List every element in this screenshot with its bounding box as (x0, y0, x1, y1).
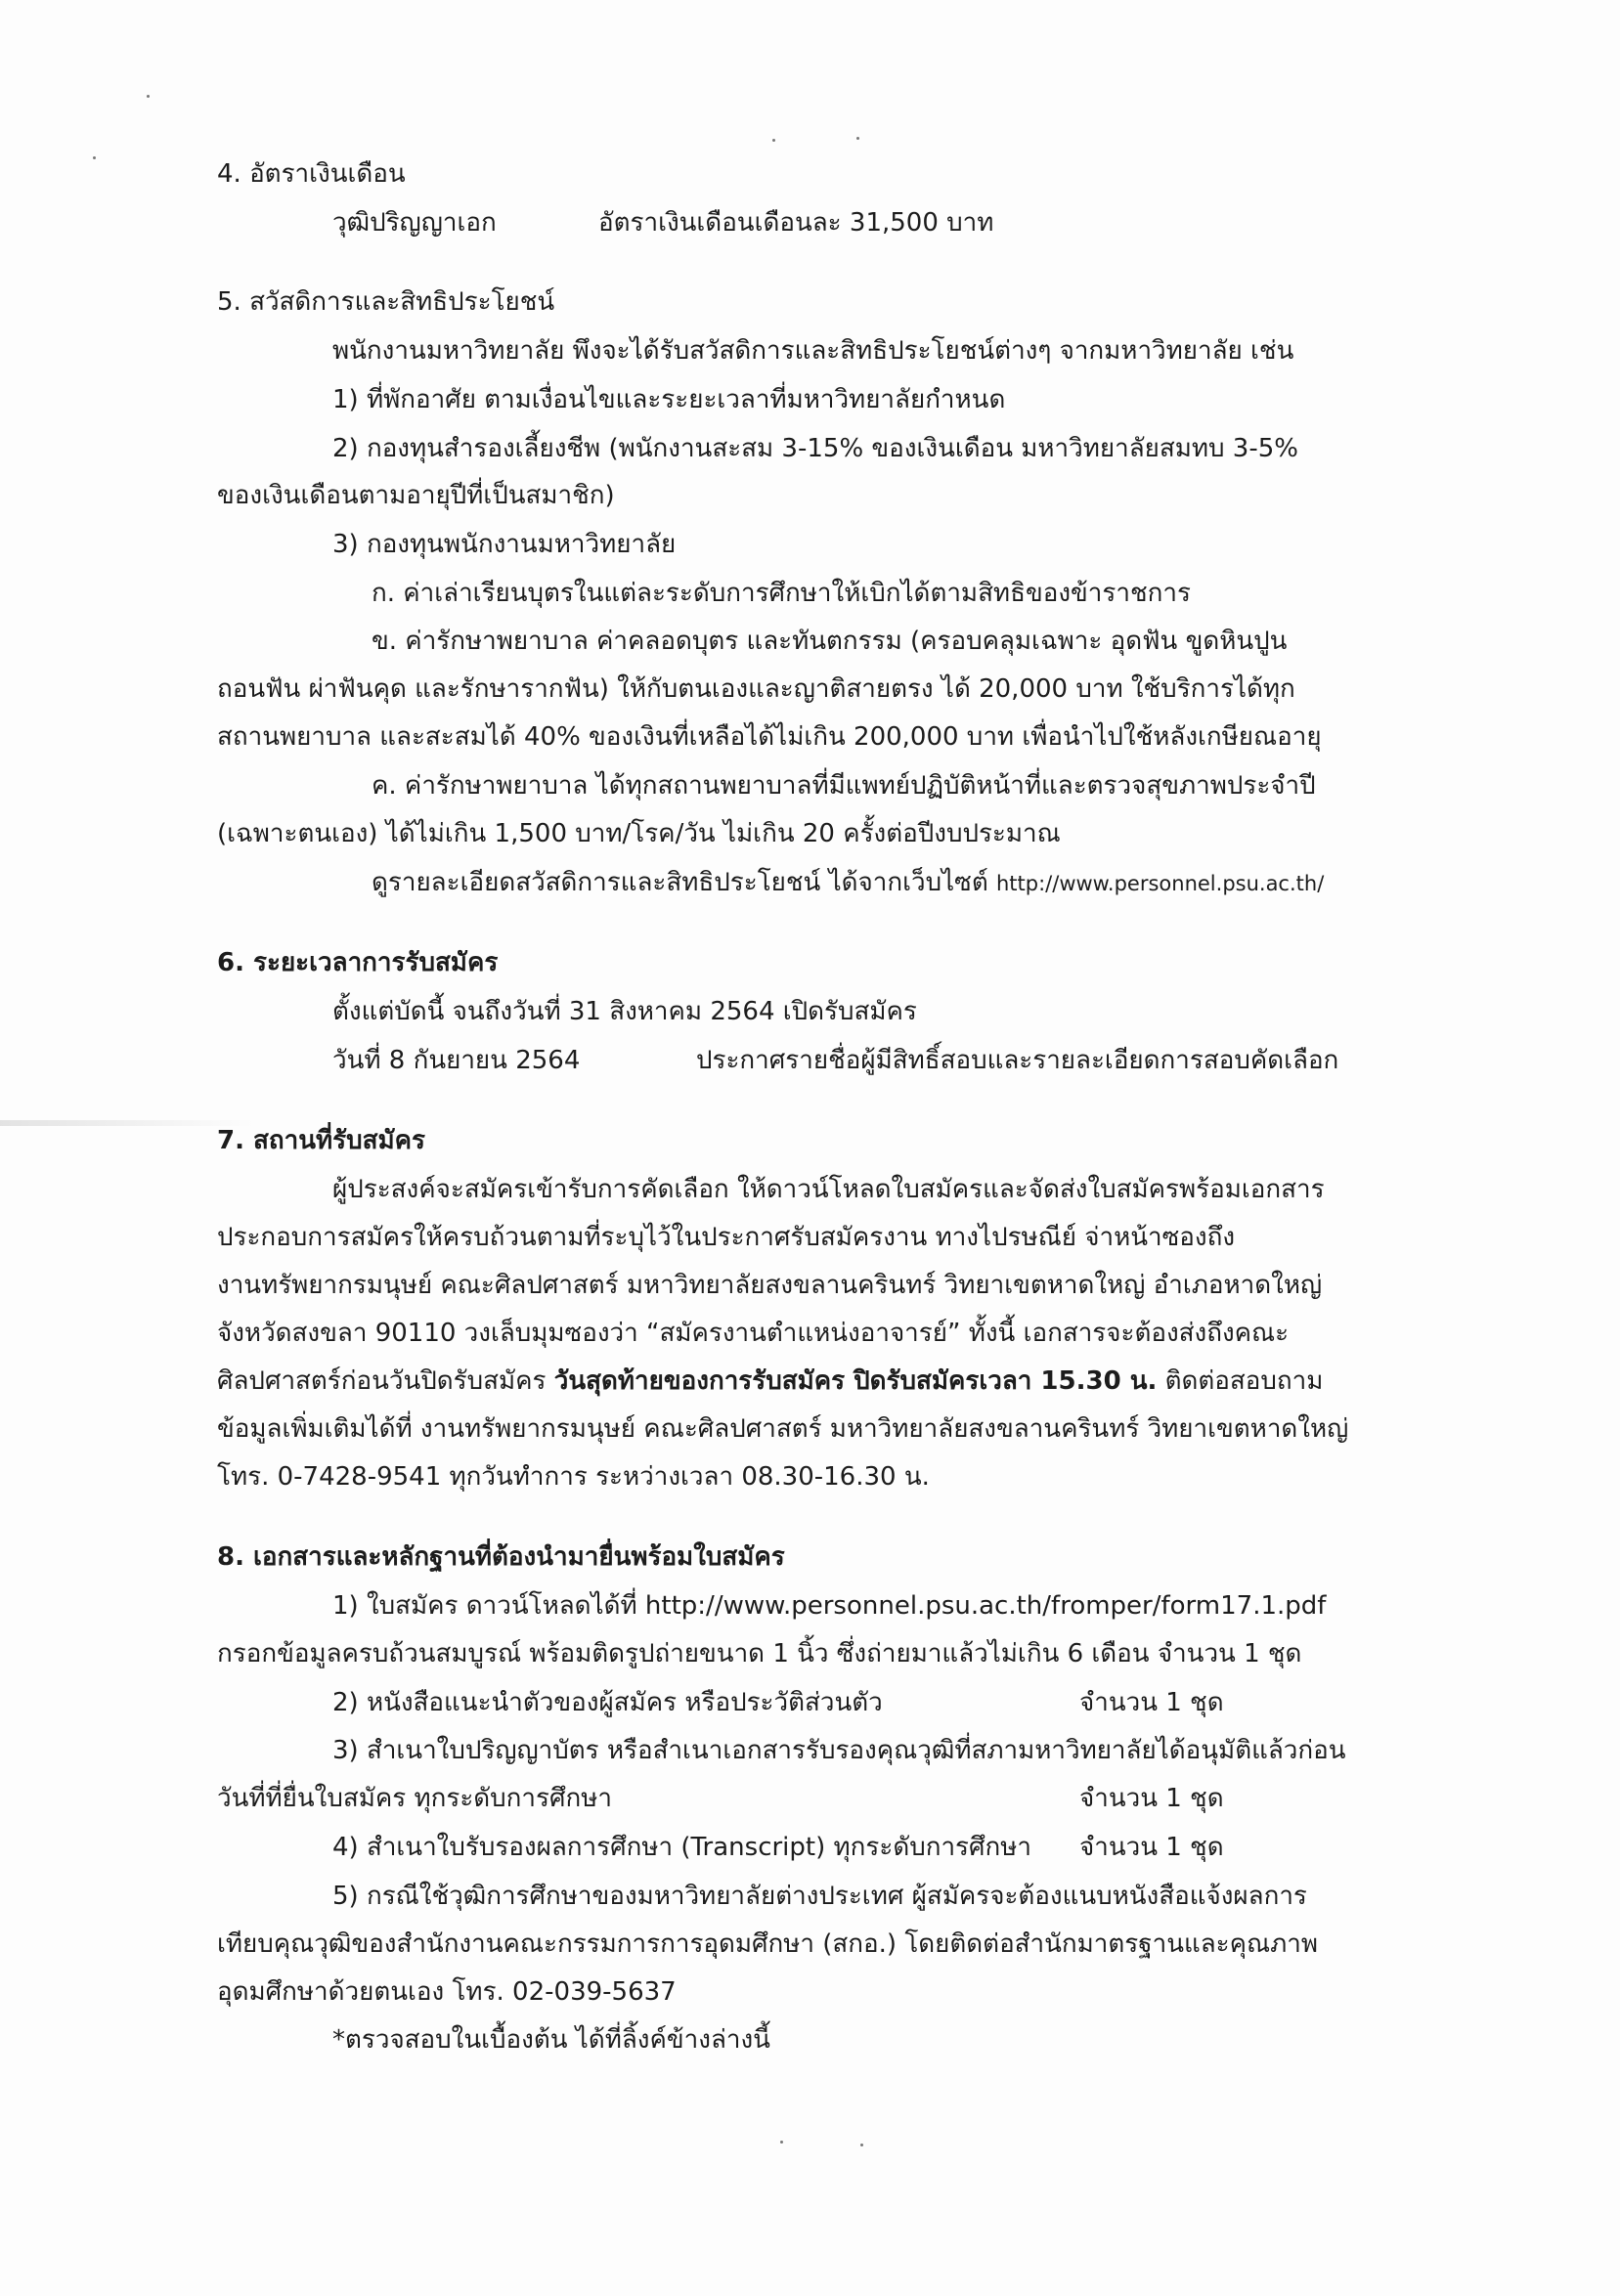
scan-speck (780, 2141, 783, 2144)
welfare-item-3b-cont: สถานพยาบาล และสะสมได้ 40% ของเงินที่เหลือได้ไม่เกิน 200,000 บาท เพื่อนำไปใช้หลังเกษียณอายุ (217, 722, 1322, 752)
welfare-item-3: 3) กองทุนพนักงานมหาวิทยาลัย (332, 530, 677, 559)
welfare-item-3b: ข. ค่ารักษาพยาบาล ค่าคลอดบุตร และทันตกรรม (ครอบคลุมเฉพาะ อุดฟัน ขูดหินปูน (372, 627, 1288, 656)
document-item-4-count: จำนวน 1 ชุด (1079, 1833, 1224, 1862)
welfare-intro: พนักงานมหาวิทยาลัย พึงจะได้รับสวัสดิการและสิทธิประโยชน์ต่างๆ จากมหาวิทยาลัย เช่น (332, 336, 1294, 366)
welfare-item-2: 2) กองทุนสำรองเลี้ยงชีพ (พนักงานสะสม 3-15% ของเงินเดือน มหาวิทยาลัยสมทบ 3-5% (332, 434, 1298, 463)
welfare-item-1: 1) ที่พักอาศัย ตามเงื่อนไขและระยะเวลาที่มหาวิทยาลัยกำหนด (332, 385, 1006, 414)
document-item-5: 5) กรณีใช้วุฒิการศึกษาของมหาวิทยาลัยต่างประเทศ ผู้สมัครจะต้องแนบหนังสือแจ้งผลการ (332, 1882, 1307, 1911)
welfare-item-2-cont: ของเงินเดือนตามอายุปีที่เป็นสมาชิก) (217, 481, 615, 510)
application-place-text: ผู้ประสงค์จะสมัครเข้ารับการคัดเลือก ให้ดาวน์โหลดใบสมัครและจัดส่งใบสมัครพร้อมเอกสาร (332, 1175, 1325, 1204)
deadline-bold: วันสุดท้ายของการรับสมัคร ปิดรับสมัครเวลา 15.30 น. (553, 1366, 1158, 1396)
salary-text: อัตราเงินเดือนเดือนละ 31,500 บาท (598, 208, 994, 238)
welfare-item-3c-cont: (เฉพาะตนเอง) ได้ไม่เกิน 1,500 บาท/โรค/วัน ไม่เกิน 20 ครั้งต่อปีงบประมาณ (217, 819, 1061, 848)
scan-speck (147, 95, 150, 98)
document-item-1: 1) ใบสมัคร ดาวน์โหลดได้ที่ http://www.personnel.psu.ac.th/fromper/form17.1.pdf (332, 1591, 1327, 1621)
welfare-more-info-text: ดูรายละเอียดสวัสดิการและสิทธิประโยชน์ ได้จากเว็บไซต์ (372, 868, 988, 897)
welfare-item-3a: ก. ค่าเล่าเรียนบุตรในแต่ละระดับการศึกษาให้เบิกได้ตามสิทธิของข้าราชการ (372, 579, 1191, 608)
contact-phone: โทร. 0-7428-9541 ทุกวันทำการ ระหว่างเวลา 08.30-16.30 น. (217, 1462, 930, 1492)
document-item-2: 2) หนังสือแนะนำตัวของผู้สมัคร หรือประวัติส่วนตัว (332, 1688, 883, 1717)
welfare-item-3c: ค. ค่ารักษาพยาบาล ได้ทุกสถานพยาบาลที่มีแพทย์ปฏิบัติหน้าที่และตรวจสุขภาพประจำปี (372, 771, 1316, 801)
announcement-date: วันที่ 8 กันยายน 2564 (332, 1046, 581, 1075)
document-item-1-cont: กรอกข้อมูลครบถ้วนสมบูรณ์ พร้อมติดรูปถ่ายขนาด 1 นิ้ว ซึ่งถ่ายมาแล้วไม่เกิน 6 เดือน จำนวน 1 ชุด (217, 1639, 1302, 1668)
degree-label: วุฒิปริญญาเอก (332, 208, 497, 238)
scan-speck (93, 156, 96, 159)
section-8-heading: 8. เอกสารและหลักฐานที่ต้องนำมายื่นพร้อมใบสมัคร (217, 1542, 785, 1572)
section-4-heading: 4. อัตราเงินเดือน (217, 159, 406, 189)
application-place-text: จังหวัดสงขลา 90110 วงเล็บมุมซองว่า “สมัครงานตำแหน่งอาจารย์” ทั้งนี้ เอกสารจะต้องส่งถึงคณะ (217, 1319, 1290, 1348)
contact-info: ข้อมูลเพิ่มเติมได้ที่ งานทรัพยากรมนุษย์ คณะศิลปศาสตร์ มหาวิทยาลัยสงขลานครินทร์ วิทยาเขตหาดใหญ่ (217, 1414, 1349, 1444)
check-note: *ตรวจสอบในเบื้องต้น ได้ที่ลิ้งค์ข้างล่างนี้ (332, 2025, 770, 2055)
section-5-heading: 5. สวัสดิการและสิทธิประโยชน์ (217, 287, 555, 317)
scan-speck (856, 137, 859, 140)
document-item-3-cont: วันที่ที่ยื่นใบสมัคร ทุกระดับการศึกษา (217, 1784, 612, 1813)
document-item-2-count: จำนวน 1 ชุด (1079, 1688, 1224, 1717)
document-item-4: 4) สำเนาใบรับรองผลการศึกษา (Transcript) ทุกระดับการศึกษา (332, 1833, 1031, 1862)
scan-streak (0, 1120, 254, 1126)
application-deadline (217, 1368, 1323, 1394)
document-item-3: 3) สำเนาใบปริญญาบัตร หรือสำเนาเอกสารรับรองคุณวุฒิที่สภามหาวิทยาลัยได้อนุมัติแล้วก่อน (332, 1736, 1346, 1765)
document-item-3-count: จำนวน 1 ชุด (1079, 1784, 1224, 1813)
deadline-suffix: ติดต่อสอบถาม (1164, 1366, 1324, 1396)
personnel-website-link[interactable]: http://www.personnel.psu.ac.th/ (995, 872, 1325, 895)
section-7-heading: 7. สถานที่รับสมัคร (217, 1126, 425, 1155)
scan-speck (860, 2144, 863, 2146)
scan-speck (772, 139, 775, 142)
section-6-heading: 6. ระยะเวลาการรับสมัคร (217, 948, 499, 977)
document-item-5-cont: เทียบคุณวุฒิของสำนักงานคณะกรรมการการอุดมศึกษา (สกอ.) โดยติดต่อสำนักมาตรฐานและคุณภาพ (217, 1929, 1319, 1959)
deadline-prefix: ศิลปศาสตร์ก่อนวันปิดรับสมัคร (217, 1366, 547, 1396)
application-period: ตั้งแต่บัดนี้ จนถึงวันที่ 31 สิงหาคม 2564 เปิดรับสมัคร (332, 997, 917, 1026)
announcement-text: ประกาศรายชื่อผู้มีสิทธิ์สอบและรายละเอียดการสอบคัดเลือก (696, 1046, 1339, 1075)
welfare-more-info (372, 870, 1324, 895)
application-place-text: ประกอบการสมัครให้ครบถ้วนตามที่ระบุไว้ในประกาศรับสมัครงาน ทางไปรษณีย์ จ่าหน้าซองถึง (217, 1223, 1236, 1252)
welfare-item-3b-cont: ถอนฟัน ผ่าฟันคุด และรักษารากฟัน) ให้กับตนเองและญาติสายตรง ได้ 20,000 บาท ใช้บริการได้ทุก (217, 674, 1295, 704)
application-place-text: งานทรัพยากรมนุษย์ คณะศิลปศาสตร์ มหาวิทยาลัยสงขลานครินทร์ วิทยาเขตหาดใหญ่ อำเภอหาดใหญ่ (217, 1271, 1323, 1300)
document-item-5-cont: อุดมศึกษาด้วยตนเอง โทร. 02-039-5637 (217, 1977, 677, 2007)
